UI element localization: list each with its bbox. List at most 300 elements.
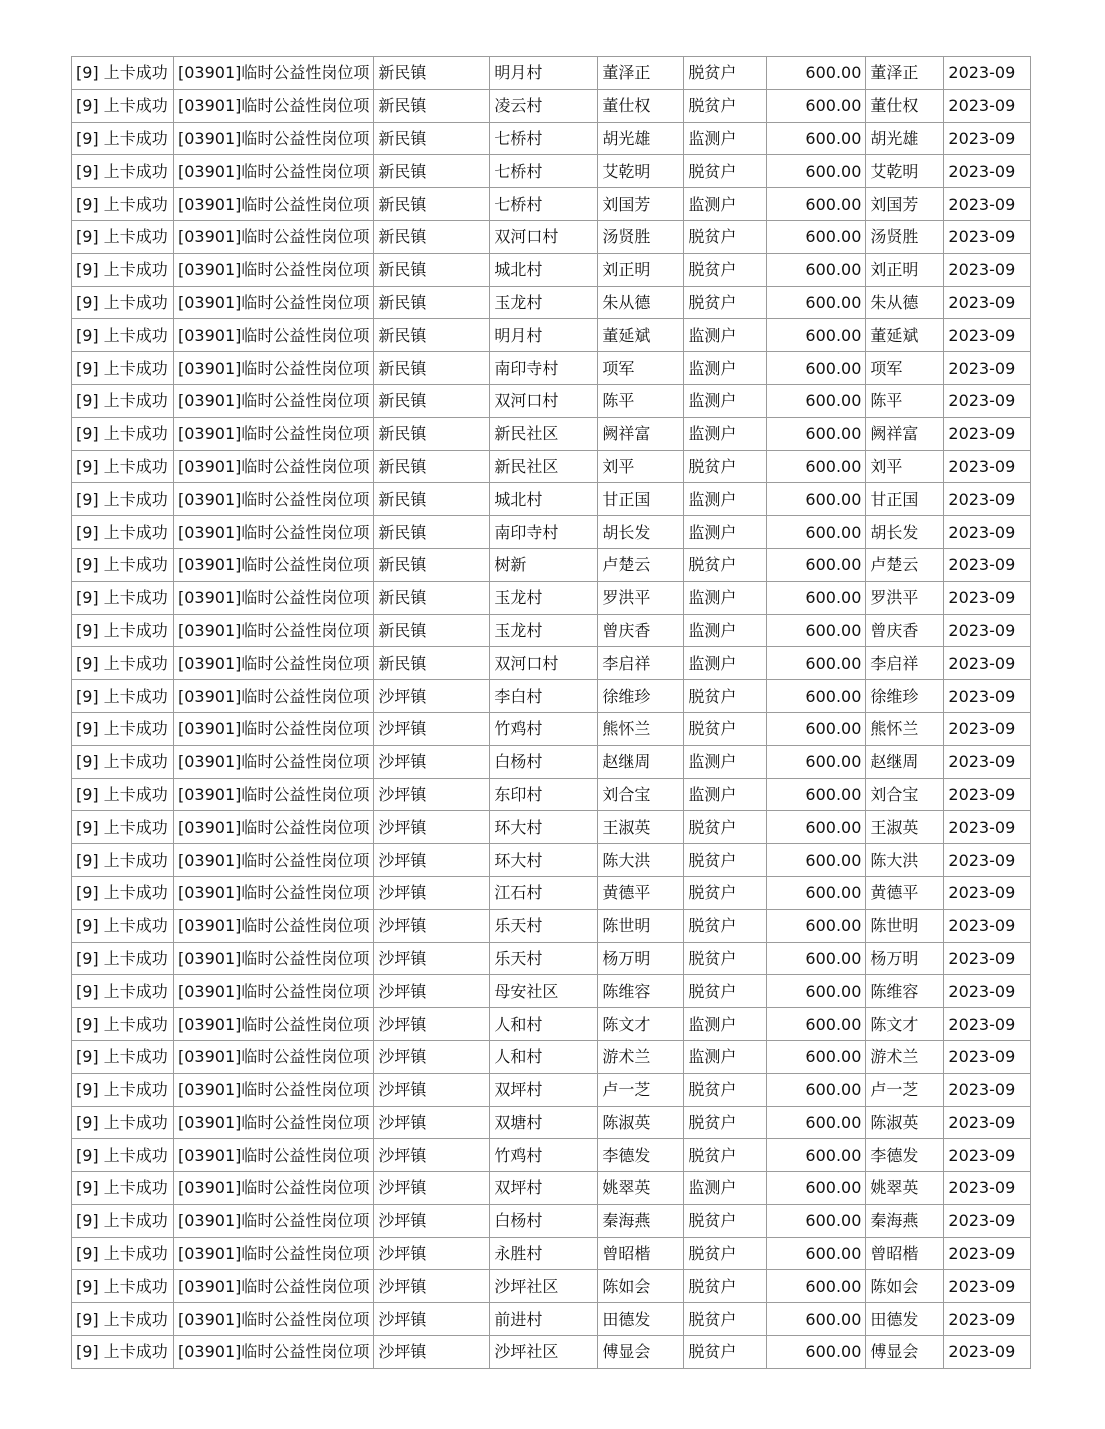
month-cell: 2023-09 <box>944 483 1031 516</box>
payee-cell: 陈平 <box>866 384 944 417</box>
household-type-cell: 脱贫户 <box>684 286 767 319</box>
payee-cell: 秦海燕 <box>866 1204 944 1237</box>
month-cell: 2023-09 <box>944 155 1031 188</box>
name-cell: 董泽正 <box>598 57 684 90</box>
town-cell: 新民镇 <box>374 122 490 155</box>
table-row <box>72 516 1031 549</box>
status-cell: [9] 上卡成功 <box>72 1172 174 1205</box>
month-cell: 2023-09 <box>944 647 1031 680</box>
payee-cell: 胡光雄 <box>866 122 944 155</box>
table-row <box>72 1303 1031 1336</box>
town-cell: 新民镇 <box>374 483 490 516</box>
town-cell: 沙坪镇 <box>374 1106 490 1139</box>
town-cell: 沙坪镇 <box>374 876 490 909</box>
project-cell: [03901]临时公益性岗位项 <box>174 483 374 516</box>
village-cell: 树新 <box>490 548 598 581</box>
payee-cell: 陈大洪 <box>866 844 944 877</box>
table-row <box>72 1172 1031 1205</box>
town-cell: 新民镇 <box>374 352 490 385</box>
town-cell: 沙坪镇 <box>374 811 490 844</box>
village-cell: 竹鸡村 <box>490 1139 598 1172</box>
town-cell: 新民镇 <box>374 89 490 122</box>
table-row <box>72 89 1031 122</box>
status-cell: [9] 上卡成功 <box>72 712 174 745</box>
table-row <box>72 614 1031 647</box>
table-row <box>72 1270 1031 1303</box>
payee-cell: 黄德平 <box>866 876 944 909</box>
amount-cell: 600.00 <box>767 1270 866 1303</box>
table-row <box>72 319 1031 352</box>
month-cell: 2023-09 <box>944 1172 1031 1205</box>
project-cell: [03901]临时公益性岗位项 <box>174 909 374 942</box>
payee-cell: 胡长发 <box>866 516 944 549</box>
household-type-cell: 监测户 <box>684 516 767 549</box>
table-row <box>72 286 1031 319</box>
month-cell: 2023-09 <box>944 1040 1031 1073</box>
town-cell: 新民镇 <box>374 450 490 483</box>
amount-cell: 600.00 <box>767 384 866 417</box>
village-cell: 东印村 <box>490 778 598 811</box>
name-cell: 董仕权 <box>598 89 684 122</box>
month-cell: 2023-09 <box>944 712 1031 745</box>
amount-cell: 600.00 <box>767 1237 866 1270</box>
amount-cell: 600.00 <box>767 89 866 122</box>
amount-cell: 600.00 <box>767 975 866 1008</box>
name-cell: 田德发 <box>598 1303 684 1336</box>
name-cell: 赵继周 <box>598 745 684 778</box>
project-cell: [03901]临时公益性岗位项 <box>174 876 374 909</box>
status-cell: [9] 上卡成功 <box>72 647 174 680</box>
village-cell: 玉龙村 <box>490 581 598 614</box>
project-cell: [03901]临时公益性岗位项 <box>174 647 374 680</box>
amount-cell: 600.00 <box>767 516 866 549</box>
name-cell: 李德发 <box>598 1139 684 1172</box>
payee-cell: 卢一芝 <box>866 1073 944 1106</box>
status-cell: [9] 上卡成功 <box>72 745 174 778</box>
amount-cell: 600.00 <box>767 811 866 844</box>
household-type-cell: 脱贫户 <box>684 57 767 90</box>
table-row <box>72 745 1031 778</box>
amount-cell: 600.00 <box>767 1303 866 1336</box>
month-cell: 2023-09 <box>944 614 1031 647</box>
table-row <box>72 1008 1031 1041</box>
project-cell: [03901]临时公益性岗位项 <box>174 188 374 221</box>
status-cell: [9] 上卡成功 <box>72 876 174 909</box>
status-cell: [9] 上卡成功 <box>72 778 174 811</box>
amount-cell: 600.00 <box>767 1204 866 1237</box>
household-type-cell: 监测户 <box>684 1172 767 1205</box>
status-cell: [9] 上卡成功 <box>72 1303 174 1336</box>
town-cell: 新民镇 <box>374 614 490 647</box>
amount-cell: 600.00 <box>767 57 866 90</box>
village-cell: 双河口村 <box>490 220 598 253</box>
payee-cell: 徐维珍 <box>866 680 944 713</box>
name-cell: 阙祥富 <box>598 417 684 450</box>
payee-cell: 熊怀兰 <box>866 712 944 745</box>
table-row <box>72 581 1031 614</box>
table-row <box>72 352 1031 385</box>
status-cell: [9] 上卡成功 <box>72 57 174 90</box>
table-row <box>72 483 1031 516</box>
household-type-cell: 脱贫户 <box>684 1336 767 1369</box>
household-type-cell: 监测户 <box>684 483 767 516</box>
status-cell: [9] 上卡成功 <box>72 1073 174 1106</box>
status-cell: [9] 上卡成功 <box>72 844 174 877</box>
village-cell: 明月村 <box>490 319 598 352</box>
household-type-cell: 脱贫户 <box>684 680 767 713</box>
village-cell: 李白村 <box>490 680 598 713</box>
name-cell: 罗洪平 <box>598 581 684 614</box>
project-cell: [03901]临时公益性岗位项 <box>174 1303 374 1336</box>
household-type-cell: 监测户 <box>684 122 767 155</box>
table-row <box>72 1073 1031 1106</box>
status-cell: [9] 上卡成功 <box>72 450 174 483</box>
payee-cell: 刘国芳 <box>866 188 944 221</box>
month-cell: 2023-09 <box>944 188 1031 221</box>
name-cell: 项军 <box>598 352 684 385</box>
project-cell: [03901]临时公益性岗位项 <box>174 352 374 385</box>
project-cell: [03901]临时公益性岗位项 <box>174 811 374 844</box>
village-cell: 前进村 <box>490 1303 598 1336</box>
table-row <box>72 122 1031 155</box>
table-row <box>72 647 1031 680</box>
status-cell: [9] 上卡成功 <box>72 942 174 975</box>
payee-cell: 董延斌 <box>866 319 944 352</box>
table-row <box>72 811 1031 844</box>
month-cell: 2023-09 <box>944 548 1031 581</box>
payee-cell: 董仕权 <box>866 89 944 122</box>
table-row <box>72 680 1031 713</box>
payee-cell: 姚翠英 <box>866 1172 944 1205</box>
amount-cell: 600.00 <box>767 253 866 286</box>
table-row <box>72 1204 1031 1237</box>
month-cell: 2023-09 <box>944 384 1031 417</box>
table-row <box>72 1237 1031 1270</box>
project-cell: [03901]临时公益性岗位项 <box>174 319 374 352</box>
table-row <box>72 909 1031 942</box>
month-cell: 2023-09 <box>944 975 1031 1008</box>
project-cell: [03901]临时公益性岗位项 <box>174 1073 374 1106</box>
town-cell: 沙坪镇 <box>374 1204 490 1237</box>
status-cell: [9] 上卡成功 <box>72 483 174 516</box>
town-cell: 沙坪镇 <box>374 712 490 745</box>
name-cell: 陈世明 <box>598 909 684 942</box>
table-row <box>72 188 1031 221</box>
payee-cell: 曾庆香 <box>866 614 944 647</box>
month-cell: 2023-09 <box>944 1008 1031 1041</box>
name-cell: 卢一芝 <box>598 1073 684 1106</box>
project-cell: [03901]临时公益性岗位项 <box>174 581 374 614</box>
name-cell: 秦海燕 <box>598 1204 684 1237</box>
village-cell: 新民社区 <box>490 450 598 483</box>
name-cell: 杨万明 <box>598 942 684 975</box>
village-cell: 七桥村 <box>490 188 598 221</box>
table-row <box>72 876 1031 909</box>
town-cell: 新民镇 <box>374 188 490 221</box>
household-type-cell: 监测户 <box>684 188 767 221</box>
project-cell: [03901]临时公益性岗位项 <box>174 155 374 188</box>
month-cell: 2023-09 <box>944 57 1031 90</box>
household-type-cell: 监测户 <box>684 352 767 385</box>
household-type-cell: 监测户 <box>684 417 767 450</box>
project-cell: [03901]临时公益性岗位项 <box>174 942 374 975</box>
project-cell: [03901]临时公益性岗位项 <box>174 1040 374 1073</box>
month-cell: 2023-09 <box>944 581 1031 614</box>
household-type-cell: 脱贫户 <box>684 1139 767 1172</box>
village-cell: 七桥村 <box>490 155 598 188</box>
month-cell: 2023-09 <box>944 909 1031 942</box>
amount-cell: 600.00 <box>767 188 866 221</box>
status-cell: [9] 上卡成功 <box>72 1139 174 1172</box>
project-cell: [03901]临时公益性岗位项 <box>174 614 374 647</box>
project-cell: [03901]临时公益性岗位项 <box>174 450 374 483</box>
town-cell: 新民镇 <box>374 417 490 450</box>
month-cell: 2023-09 <box>944 745 1031 778</box>
village-cell: 双坪村 <box>490 1073 598 1106</box>
village-cell: 双塘村 <box>490 1106 598 1139</box>
month-cell: 2023-09 <box>944 1106 1031 1139</box>
village-cell: 七桥村 <box>490 122 598 155</box>
payee-cell: 陈文才 <box>866 1008 944 1041</box>
payee-cell: 王淑英 <box>866 811 944 844</box>
project-cell: [03901]临时公益性岗位项 <box>174 417 374 450</box>
payee-cell: 董泽正 <box>866 57 944 90</box>
village-cell: 白杨村 <box>490 745 598 778</box>
month-cell: 2023-09 <box>944 844 1031 877</box>
household-type-cell: 脱贫户 <box>684 1237 767 1270</box>
amount-cell: 600.00 <box>767 1040 866 1073</box>
month-cell: 2023-09 <box>944 352 1031 385</box>
project-cell: [03901]临时公益性岗位项 <box>174 1139 374 1172</box>
payee-cell: 刘平 <box>866 450 944 483</box>
amount-cell: 600.00 <box>767 352 866 385</box>
village-cell: 玉龙村 <box>490 614 598 647</box>
name-cell: 刘平 <box>598 450 684 483</box>
village-cell: 沙坪社区 <box>490 1336 598 1369</box>
month-cell: 2023-09 <box>944 1073 1031 1106</box>
status-cell: [9] 上卡成功 <box>72 286 174 319</box>
amount-cell: 600.00 <box>767 450 866 483</box>
amount-cell: 600.00 <box>767 581 866 614</box>
village-cell: 新民社区 <box>490 417 598 450</box>
project-cell: [03901]临时公益性岗位项 <box>174 745 374 778</box>
month-cell: 2023-09 <box>944 1336 1031 1369</box>
payee-cell: 陈如会 <box>866 1270 944 1303</box>
household-type-cell: 脱贫户 <box>684 942 767 975</box>
village-cell: 南印寺村 <box>490 516 598 549</box>
amount-cell: 600.00 <box>767 155 866 188</box>
month-cell: 2023-09 <box>944 450 1031 483</box>
payee-cell: 项军 <box>866 352 944 385</box>
name-cell: 游术兰 <box>598 1040 684 1073</box>
name-cell: 徐维珍 <box>598 680 684 713</box>
table-row <box>72 1336 1031 1369</box>
town-cell: 新民镇 <box>374 581 490 614</box>
project-cell: [03901]临时公益性岗位项 <box>174 680 374 713</box>
amount-cell: 600.00 <box>767 1139 866 1172</box>
town-cell: 沙坪镇 <box>374 680 490 713</box>
payee-cell: 艾乾明 <box>866 155 944 188</box>
town-cell: 新民镇 <box>374 647 490 680</box>
amount-cell: 600.00 <box>767 122 866 155</box>
payee-cell: 刘合宝 <box>866 778 944 811</box>
name-cell: 朱从德 <box>598 286 684 319</box>
status-cell: [9] 上卡成功 <box>72 122 174 155</box>
name-cell: 卢楚云 <box>598 548 684 581</box>
village-cell: 永胜村 <box>490 1237 598 1270</box>
name-cell: 胡光雄 <box>598 122 684 155</box>
name-cell: 曾昭楷 <box>598 1237 684 1270</box>
village-cell: 江石村 <box>490 876 598 909</box>
month-cell: 2023-09 <box>944 417 1031 450</box>
name-cell: 汤贤胜 <box>598 220 684 253</box>
village-cell: 乐天村 <box>490 909 598 942</box>
town-cell: 沙坪镇 <box>374 1040 490 1073</box>
name-cell: 李启祥 <box>598 647 684 680</box>
status-cell: [9] 上卡成功 <box>72 384 174 417</box>
payee-cell: 李德发 <box>866 1139 944 1172</box>
status-cell: [9] 上卡成功 <box>72 909 174 942</box>
status-cell: [9] 上卡成功 <box>72 188 174 221</box>
month-cell: 2023-09 <box>944 1270 1031 1303</box>
payee-cell: 甘正国 <box>866 483 944 516</box>
month-cell: 2023-09 <box>944 286 1031 319</box>
table-row <box>72 1139 1031 1172</box>
amount-cell: 600.00 <box>767 778 866 811</box>
town-cell: 新民镇 <box>374 548 490 581</box>
project-cell: [03901]临时公益性岗位项 <box>174 1172 374 1205</box>
project-cell: [03901]临时公益性岗位项 <box>174 1237 374 1270</box>
project-cell: [03901]临时公益性岗位项 <box>174 220 374 253</box>
table-row <box>72 1106 1031 1139</box>
household-type-cell: 脱贫户 <box>684 1303 767 1336</box>
project-cell: [03901]临时公益性岗位项 <box>174 89 374 122</box>
project-cell: [03901]临时公益性岗位项 <box>174 1008 374 1041</box>
name-cell: 甘正国 <box>598 483 684 516</box>
project-cell: [03901]临时公益性岗位项 <box>174 1204 374 1237</box>
name-cell: 刘国芳 <box>598 188 684 221</box>
name-cell: 陈文才 <box>598 1008 684 1041</box>
status-cell: [9] 上卡成功 <box>72 417 174 450</box>
amount-cell: 600.00 <box>767 614 866 647</box>
month-cell: 2023-09 <box>944 253 1031 286</box>
project-cell: [03901]临时公益性岗位项 <box>174 1106 374 1139</box>
status-cell: [9] 上卡成功 <box>72 1336 174 1369</box>
table-row <box>72 450 1031 483</box>
name-cell: 曾庆香 <box>598 614 684 647</box>
household-type-cell: 脱贫户 <box>684 844 767 877</box>
status-cell: [9] 上卡成功 <box>72 155 174 188</box>
town-cell: 新民镇 <box>374 319 490 352</box>
month-cell: 2023-09 <box>944 220 1031 253</box>
status-cell: [9] 上卡成功 <box>72 253 174 286</box>
payment-record-table <box>71 56 1031 1369</box>
month-cell: 2023-09 <box>944 942 1031 975</box>
payee-cell: 卢楚云 <box>866 548 944 581</box>
payee-cell: 陈维容 <box>866 975 944 1008</box>
month-cell: 2023-09 <box>944 811 1031 844</box>
status-cell: [9] 上卡成功 <box>72 614 174 647</box>
village-cell: 玉龙村 <box>490 286 598 319</box>
status-cell: [9] 上卡成功 <box>72 581 174 614</box>
town-cell: 沙坪镇 <box>374 1237 490 1270</box>
payee-cell: 田德发 <box>866 1303 944 1336</box>
town-cell: 沙坪镇 <box>374 909 490 942</box>
town-cell: 沙坪镇 <box>374 975 490 1008</box>
payee-cell: 陈淑英 <box>866 1106 944 1139</box>
amount-cell: 600.00 <box>767 745 866 778</box>
town-cell: 沙坪镇 <box>374 1008 490 1041</box>
village-cell: 环大村 <box>490 844 598 877</box>
project-cell: [03901]临时公益性岗位项 <box>174 975 374 1008</box>
town-cell: 沙坪镇 <box>374 1270 490 1303</box>
household-type-cell: 脱贫户 <box>684 876 767 909</box>
month-cell: 2023-09 <box>944 122 1031 155</box>
amount-cell: 600.00 <box>767 417 866 450</box>
payee-cell: 汤贤胜 <box>866 220 944 253</box>
amount-cell: 600.00 <box>767 1336 866 1369</box>
project-cell: [03901]临时公益性岗位项 <box>174 122 374 155</box>
payee-cell: 刘正明 <box>866 253 944 286</box>
payee-cell: 罗洪平 <box>866 581 944 614</box>
project-cell: [03901]临时公益性岗位项 <box>174 844 374 877</box>
month-cell: 2023-09 <box>944 1139 1031 1172</box>
household-type-cell: 监测户 <box>684 319 767 352</box>
month-cell: 2023-09 <box>944 778 1031 811</box>
amount-cell: 600.00 <box>767 319 866 352</box>
village-cell: 凌云村 <box>490 89 598 122</box>
town-cell: 沙坪镇 <box>374 942 490 975</box>
table-row <box>72 220 1031 253</box>
status-cell: [9] 上卡成功 <box>72 89 174 122</box>
name-cell: 陈维容 <box>598 975 684 1008</box>
payee-cell: 李启祥 <box>866 647 944 680</box>
status-cell: [9] 上卡成功 <box>72 1008 174 1041</box>
household-type-cell: 监测户 <box>684 581 767 614</box>
village-cell: 白杨村 <box>490 1204 598 1237</box>
table-body <box>72 57 1031 1369</box>
village-cell: 乐天村 <box>490 942 598 975</box>
village-cell: 双坪村 <box>490 1172 598 1205</box>
village-cell: 沙坪社区 <box>490 1270 598 1303</box>
amount-cell: 600.00 <box>767 1172 866 1205</box>
name-cell: 艾乾明 <box>598 155 684 188</box>
name-cell: 刘正明 <box>598 253 684 286</box>
household-type-cell: 脱贫户 <box>684 1106 767 1139</box>
table-row <box>72 844 1031 877</box>
amount-cell: 600.00 <box>767 712 866 745</box>
village-cell: 城北村 <box>490 253 598 286</box>
household-type-cell: 监测户 <box>684 384 767 417</box>
status-cell: [9] 上卡成功 <box>72 220 174 253</box>
project-cell: [03901]临时公益性岗位项 <box>174 712 374 745</box>
name-cell: 姚翠英 <box>598 1172 684 1205</box>
table-row <box>72 155 1031 188</box>
town-cell: 沙坪镇 <box>374 1139 490 1172</box>
payee-cell: 傅显会 <box>866 1336 944 1369</box>
household-type-cell: 脱贫户 <box>684 811 767 844</box>
name-cell: 陈大洪 <box>598 844 684 877</box>
month-cell: 2023-09 <box>944 1303 1031 1336</box>
name-cell: 熊怀兰 <box>598 712 684 745</box>
status-cell: [9] 上卡成功 <box>72 516 174 549</box>
amount-cell: 600.00 <box>767 220 866 253</box>
project-cell: [03901]临时公益性岗位项 <box>174 1336 374 1369</box>
month-cell: 2023-09 <box>944 876 1031 909</box>
project-cell: [03901]临时公益性岗位项 <box>174 1270 374 1303</box>
payee-cell: 阙祥富 <box>866 417 944 450</box>
town-cell: 新民镇 <box>374 516 490 549</box>
